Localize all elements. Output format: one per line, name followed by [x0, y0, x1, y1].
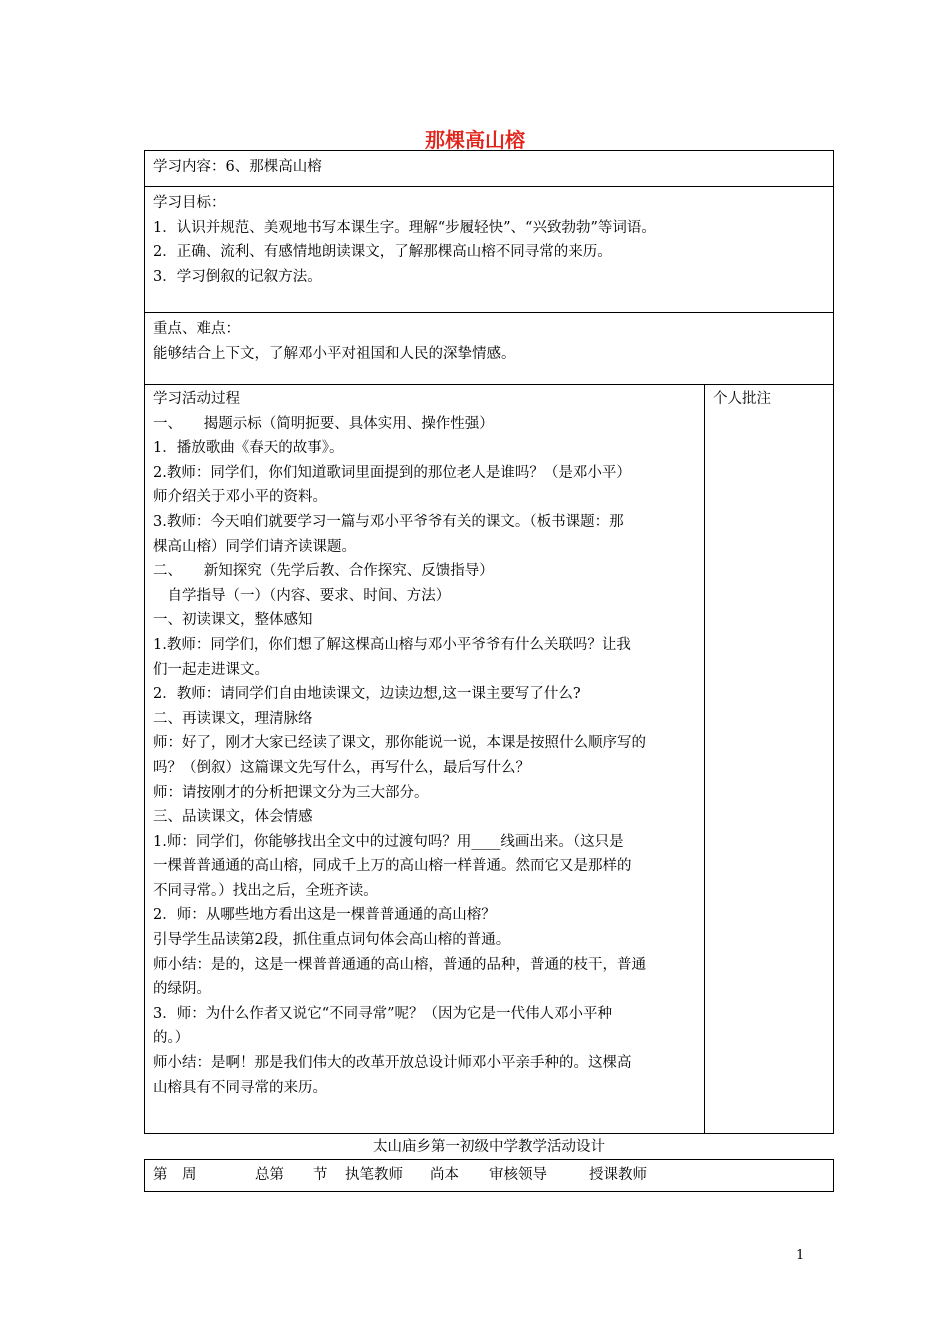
process-line: 学习活动过程: [153, 391, 240, 407]
process-line: 一棵普普通通的高山榕，同成千上万的高山榕一样普通。然而它又是那样的: [153, 858, 632, 875]
process-line: 1．播放歌曲《春天的故事》。: [153, 440, 344, 457]
process-line: 二、再读课文，理清脉络: [153, 710, 313, 727]
process-line: 师小结：是的，这是一棵普普通通的高山榕，普通的品种，普通的枝干，普通: [153, 956, 646, 973]
process-line: 棵高山榕）同学们请齐读课题。: [153, 538, 356, 555]
process-cell: [144, 384, 705, 1134]
process-line: 三、品读课文，体会情感: [153, 809, 313, 826]
process-line: 1.师：同学们，你能够找出全文中的过渡句吗？用____线画出来。（这只是: [153, 833, 624, 850]
process-line: 师：好了，刚才大家已经读了课文，那你能说一说，本课是按照什么顺序写的: [153, 735, 646, 752]
process-line: 1.教师：同学们，你们想了解这棵高山榕与邓小平爷爷有什么关联吗？让我: [153, 636, 631, 653]
footer-writer-label: 执笔教师: [345, 1167, 403, 1183]
footer-writer-name: 尚本: [430, 1167, 459, 1183]
notes-cell: [704, 384, 834, 1134]
key-points-heading: 重点、难点：: [153, 321, 240, 337]
process-line: 师：请按刚才的分析把课文分为三大部分。: [153, 784, 429, 801]
content-text: 学习内容：6、那棵高山榕: [153, 159, 322, 175]
process-line: 一、 揭题示标（简明扼要、具体实用、操作性强）: [153, 415, 494, 432]
process-line: 一、初读课文，整体感知: [153, 612, 313, 629]
key-points-text: 能够结合上下文，了解邓小平对祖国和人民的深挚情感。: [153, 345, 516, 362]
content-row: [144, 150, 834, 187]
objective-item: 2．正确、流利、有感情地朗读课文，了解那棵高山榕不同寻常的来历。: [153, 244, 612, 261]
process-line: 师介绍关于邓小平的资料。: [153, 489, 327, 506]
process-line: 2．教师：请同学们自由地读课文，边读边想,这一课主要写了什么?: [153, 686, 581, 703]
process-line: 吗？（倒叙）这篇课文先写什么，再写什么，最后写什么？: [153, 759, 530, 776]
process-line: 3．师：为什么作者又说它“不同寻常”呢？（因为它是一代伟人邓小平种: [153, 1005, 613, 1022]
notes-heading: 个人批注: [713, 391, 771, 407]
process-line: 2．师：从哪些地方看出这是一棵普普通通的高山榕？: [153, 907, 496, 924]
document-title: 那棵高山榕: [425, 128, 525, 152]
process-line: 的。）: [153, 1030, 190, 1047]
process-line: 3.教师：今天咱们就要学习一篇与邓小平爷爷有关的课文。（板书课题：那: [153, 513, 624, 530]
process-line: 自学指导（一）（内容、要求、时间、方法）: [153, 587, 451, 604]
footer-reviewer: 审核领导: [489, 1167, 547, 1183]
process-line: 2.教师：同学们，你们知道歌词里面提到的那位老人是谁吗？（是邓小平）: [153, 464, 631, 481]
objectives-cell: [144, 186, 834, 313]
page-number: 1: [796, 1248, 805, 1263]
process-line: 不同寻常。）找出之后，全班齐读。: [153, 882, 378, 899]
footer-info-row: [144, 1159, 834, 1192]
process-line: 的绿阴。: [153, 981, 211, 998]
objective-item: 1．认识并规范、美观地书写本课生字。理解“步履轻快”、“兴致勃勃”等词语。: [153, 219, 656, 236]
objectives-heading: 学习目标：: [153, 195, 226, 211]
process-line: 山榕具有不同寻常的来历。: [153, 1079, 327, 1096]
footer-section: 总第 节: [255, 1167, 328, 1183]
objective-item: 3．学习倒叙的记叙方法。: [153, 268, 322, 285]
footer-teacher: 授课教师: [589, 1167, 647, 1183]
process-line: 师小结：是啊！那是我们伟大的改革开放总设计师邓小平亲手种的。这棵高: [153, 1055, 632, 1072]
school-footer-title: 太山庙乡第一初级中学教学活动设计: [373, 1139, 605, 1155]
footer-week: 第 周: [153, 1167, 197, 1183]
process-line: 引导学生品读第2段，抓住重点词句体会高山榕的普通。: [153, 932, 511, 949]
key-points-cell: [144, 312, 834, 385]
process-line: 们一起走进课文。: [153, 661, 269, 678]
process-line: 二、 新知探究（先学后教、合作探究、反馈指导）: [153, 563, 494, 580]
